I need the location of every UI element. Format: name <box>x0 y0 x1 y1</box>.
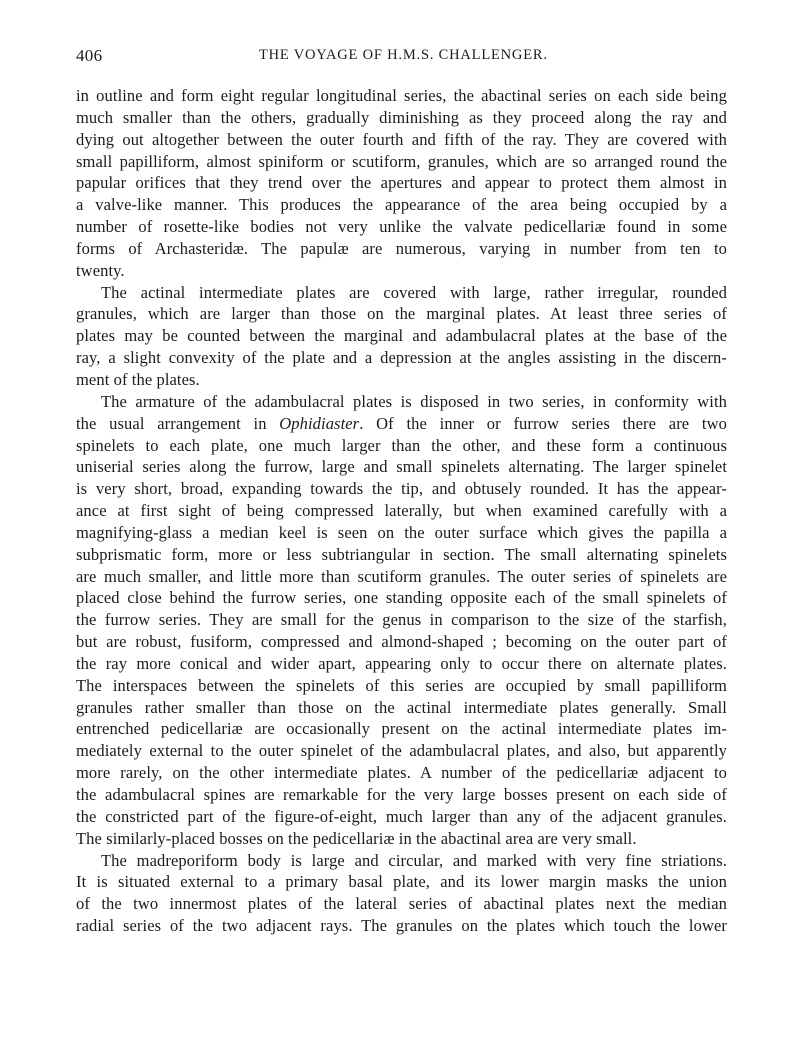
page-number: 406 <box>76 46 103 65</box>
paragraph <box>76 850 727 937</box>
text-line: papular orifices that they trend over the apertures and appear to protect them almost in <box>76 173 727 193</box>
text-line: granules, which are larger than those on the marginal plates. At least three series of <box>76 304 727 324</box>
text-line: more rarely, on the other intermediate plates. A number of the pedicellariæ adjacent to <box>76 763 727 783</box>
paragraph <box>76 85 727 282</box>
text-line: The interspaces between the spinelets of this series are occupied by small papilliform <box>76 675 727 695</box>
text-line: number of rosette-like bodies not very unlike the valvate pedicellariæ found in some <box>76 217 727 237</box>
running-title: THE VOYAGE OF H.M.S. CHALLENGER. <box>259 47 548 63</box>
text-line: small papilliform, almost spiniform or scutiform, granules, which are so arranged round the <box>76 151 727 171</box>
text-line: the furrow series. They are small for the genus in comparison to the size of the starfish, <box>76 610 727 630</box>
text-line: placed close behind the furrow series, one standing opposite each of the small spinelets of <box>76 588 727 608</box>
text-line: subprismatic form, more or less subtriangular in section. The small alternating spinelets <box>76 544 727 564</box>
text-line: but are robust, fusiform, compressed and almond-shaped ; becoming on the outer part of <box>76 632 727 652</box>
text-line: ance at first sight of being compressed laterally, but when examined carefully with a <box>76 501 727 521</box>
text-line: spinelets to each plate, one much larger than the other, and these form a continuous <box>76 435 727 455</box>
text-line: twenty. <box>76 260 125 280</box>
text-line: ment of the plates. <box>76 369 200 389</box>
text-line: a valve-like manner. This produces the appearance of the area being occupied by a <box>76 195 727 215</box>
text-line: much smaller than the others, gradually diminishing as they proceed along the ray and <box>76 107 727 127</box>
text-line: plates may be counted between the marginal and adambulacral plates at the base of the <box>76 326 727 346</box>
paragraph <box>76 391 727 850</box>
paragraph <box>76 282 727 391</box>
text-line: ray, a slight convexity of the plate and a depression at the angles assisting in the discern- <box>76 348 727 368</box>
text-line: is very short, broad, expanding towards the tip, and obtusely rounded. It has the appear- <box>76 479 727 499</box>
body-text <box>76 85 727 937</box>
text-line: the adambulacral spines are remarkable for the very large bosses present on each side of <box>76 785 727 804</box>
text-line: forms of Archasteridæ. The papulæ are numerous, varying in number from ten to <box>76 238 727 258</box>
text-line: magnifying-glass a median keel is seen on the outer surface which gives the papilla a <box>76 522 727 542</box>
text-line: It is situated external to a primary basal plate, and its lower margin masks the union <box>76 872 727 892</box>
text-line: mediately external to the outer spinelet of the adambulacral plates, and also, but apparently <box>76 741 727 761</box>
text-line: entrenched pedicellariæ are occasionally present on the actinal intermediate plates im- <box>76 719 727 739</box>
page-header <box>76 46 727 68</box>
text-line: The similarly-placed bosses on the pedicellariæ in the abactinal area are very small. <box>76 828 637 848</box>
text-line: uniserial series along the furrow, large and small spinelets alternating. The larger spinelet <box>76 457 727 477</box>
text-line: are much smaller, and little more than scutiform granules. The outer series of spinelets are <box>76 566 727 586</box>
text-line: radial series of the two adjacent rays. The granules on the plates which touch the lower <box>76 916 727 936</box>
text-line: the usual arrangement in Ophidiaster. Of the inner or furrow series there are two <box>76 413 727 433</box>
text-line: dying out altogether between the outer fourth and fifth of the ray. They are covered with <box>76 129 727 149</box>
text-line: granules rather smaller than those on the actinal intermediate plates generally. Small <box>76 697 727 717</box>
text-line: the ray more conical and wider apart, appearing only to occur there on alternate plates. <box>76 653 727 673</box>
genus-name: Ophidiaster <box>279 413 360 433</box>
text-line: the constricted part of the figure-of-eight, much larger than any of the adjacent granules. <box>76 806 727 826</box>
text-line: The actinal intermediate plates are covered with large, rather irregular, rounded <box>101 282 727 302</box>
text-line: in outline and form eight regular longitudinal series, the abactinal series on each side being <box>76 86 727 105</box>
text-line: The madreporiform body is large and circular, and marked with very fine striations. <box>101 850 727 870</box>
text-line: of the two innermost plates of the lateral series of abactinal plates next the median <box>76 894 727 914</box>
text-line: The armature of the adambulacral plates is disposed in two series, in conformity with <box>101 391 727 411</box>
